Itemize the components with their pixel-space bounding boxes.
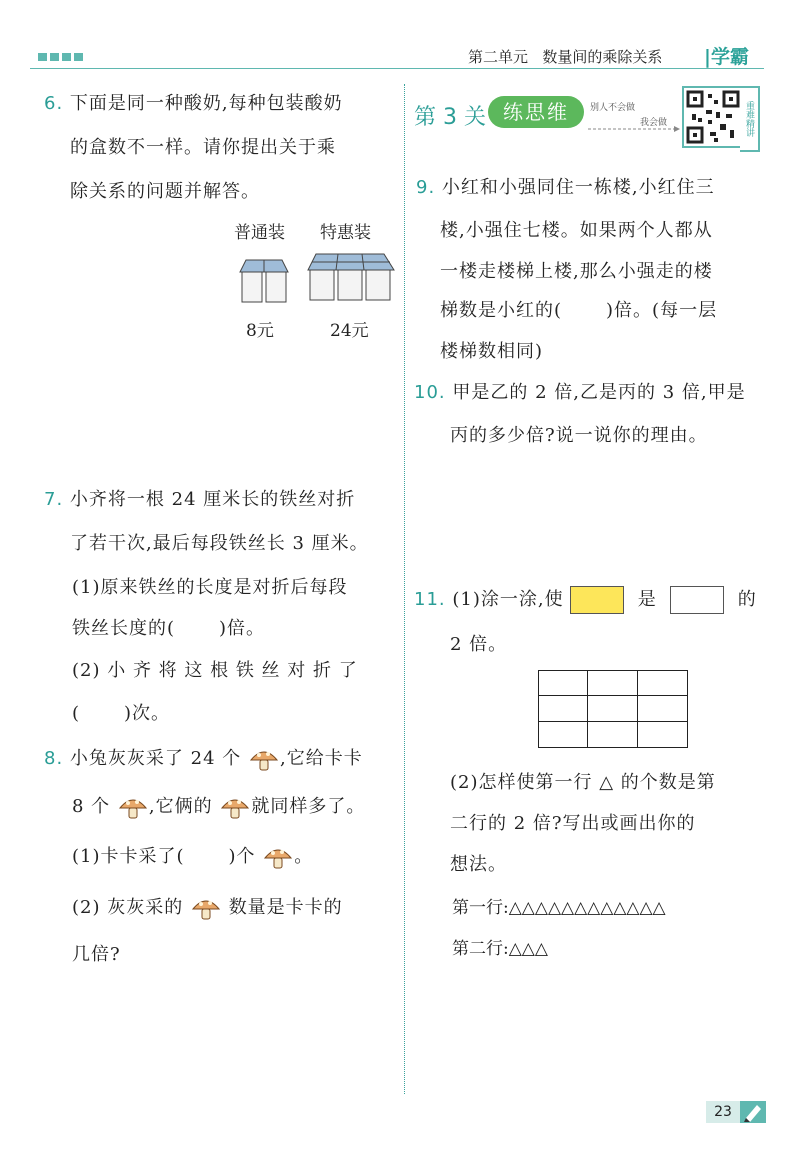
q11-p1-line2: 2 倍。 — [450, 634, 508, 655]
mushroom-icon — [262, 844, 294, 870]
q8-number: 8. — [44, 748, 64, 769]
grid-cell[interactable] — [638, 671, 687, 696]
q10-line2: 丙的多少倍?说一说你的理由。 — [450, 425, 708, 446]
grid-cell[interactable] — [588, 671, 637, 696]
q8-p2: (2) 灰灰采的 数量是卡卡的 — [72, 893, 343, 921]
pack2-price: 24元 — [330, 321, 369, 341]
yogurt-special-pack-icon — [306, 246, 396, 306]
mushroom-icon — [248, 746, 280, 772]
q11-p2-line1: (2)怎样使第一行 △ 的个数是第 — [450, 772, 716, 793]
q9-number: 9. — [416, 177, 436, 198]
mushroom-icon — [190, 895, 222, 921]
brand-logo: |学霸 — [704, 46, 749, 68]
triangle-row-1: 第一行:△△△△△△△△△△△△ — [452, 898, 666, 918]
pack2-label: 特惠装 — [320, 223, 371, 243]
page-number: 23 — [706, 1101, 740, 1123]
grid-cell[interactable] — [588, 722, 637, 747]
q9-line1: 9. 小红和小强同住一栋楼,小红住三 — [416, 177, 715, 198]
q7-line2: 了若干次,最后每段铁丝长 3 厘米。 — [70, 533, 369, 554]
q9-line5: 楼梯数相同) — [440, 341, 544, 362]
unit-label: 第二单元 — [468, 48, 529, 66]
pack1-price: 8元 — [246, 321, 274, 341]
q6-line1: 6. 下面是同一种酸奶,每种包装酸奶 — [44, 93, 343, 114]
qr-code[interactable] — [682, 86, 744, 148]
q9-line2: 楼,小强住七楼。如果两个人都从 — [440, 220, 713, 241]
q7-p1-line2: 铁丝长度的( )倍。 — [72, 618, 266, 639]
q9-line4: 梯数是小红的( )倍。(每一层 — [440, 300, 718, 321]
q7-number: 7. — [44, 489, 64, 510]
q8-line2: 8 个 ,它俩的 就同样多了。 — [72, 792, 365, 820]
q8-p1: (1)卡卡采了( )个 。 — [72, 842, 313, 870]
coloring-grid[interactable] — [538, 670, 688, 748]
logo-text: 学霸 — [710, 46, 749, 68]
q11-number: 11. — [414, 589, 446, 610]
column-divider — [404, 84, 405, 1094]
level-note-underline — [588, 126, 680, 132]
q11-p1: 11. (1)涂一涂,使 是 的 — [414, 585, 757, 614]
q7-p1-line1: (1)原来铁丝的长度是对折后每段 — [72, 577, 348, 598]
header-rule — [30, 68, 764, 69]
header-decoration — [38, 53, 83, 61]
grid-cell[interactable] — [539, 671, 588, 696]
q6-line2: 的盒数不一样。请你提出关于乘 — [70, 137, 336, 158]
level-title: 第 3 关 — [414, 105, 486, 130]
grid-cell[interactable] — [588, 696, 637, 721]
level-note-2: 我会做 — [640, 118, 668, 128]
header-title — [468, 46, 662, 67]
q9-line3: 一楼走楼梯上楼,那么小强走的楼 — [440, 261, 713, 282]
white-box — [670, 586, 724, 614]
qr-side-label: 重难精讲 — [740, 86, 760, 152]
q10-number: 10. — [414, 382, 446, 403]
q6-number: 6. — [44, 93, 64, 114]
q10-line1: 10. 甲是乙的 2 倍,乙是丙的 3 倍,甲是 — [414, 382, 746, 403]
pencil-icon — [740, 1101, 766, 1123]
pencil-glyph — [740, 1101, 766, 1123]
q7-p2-line2: ( )次。 — [72, 703, 171, 724]
mushroom-icon — [219, 794, 251, 820]
mushroom-icon — [117, 794, 149, 820]
grid-cell[interactable] — [539, 696, 588, 721]
qr-code-icon — [684, 88, 742, 146]
q8-p2-line2: 几倍? — [72, 944, 121, 965]
q8-line1: 8. 小兔灰灰采了 24 个 ,它给卡卡 — [44, 744, 363, 772]
grid-cell[interactable] — [638, 722, 687, 747]
grid-cell[interactable] — [539, 722, 588, 747]
q6-line3: 除关系的问题并解答。 — [70, 181, 260, 202]
yellow-box — [570, 586, 624, 614]
level-badge: 练思维 — [488, 96, 584, 128]
q7-line1: 7. 小齐将一根 24 厘米长的铁丝对折 — [44, 489, 356, 510]
q11-p2-line3: 想法。 — [450, 854, 507, 875]
section-title: 数量间的乘除关系 — [542, 48, 663, 66]
grid-cell[interactable] — [638, 696, 687, 721]
yogurt-regular-pack-icon — [238, 250, 290, 306]
q11-p2-line2: 二行的 2 倍?写出或画出你的 — [450, 813, 696, 834]
level-note-1: 别人不会做 — [590, 103, 636, 113]
pack1-label: 普通装 — [234, 223, 285, 243]
triangle-row-2: 第二行:△△△ — [452, 939, 548, 959]
q7-p2-line1: (2) 小 齐 将 这 根 铁 丝 对 折 了 — [72, 660, 358, 681]
